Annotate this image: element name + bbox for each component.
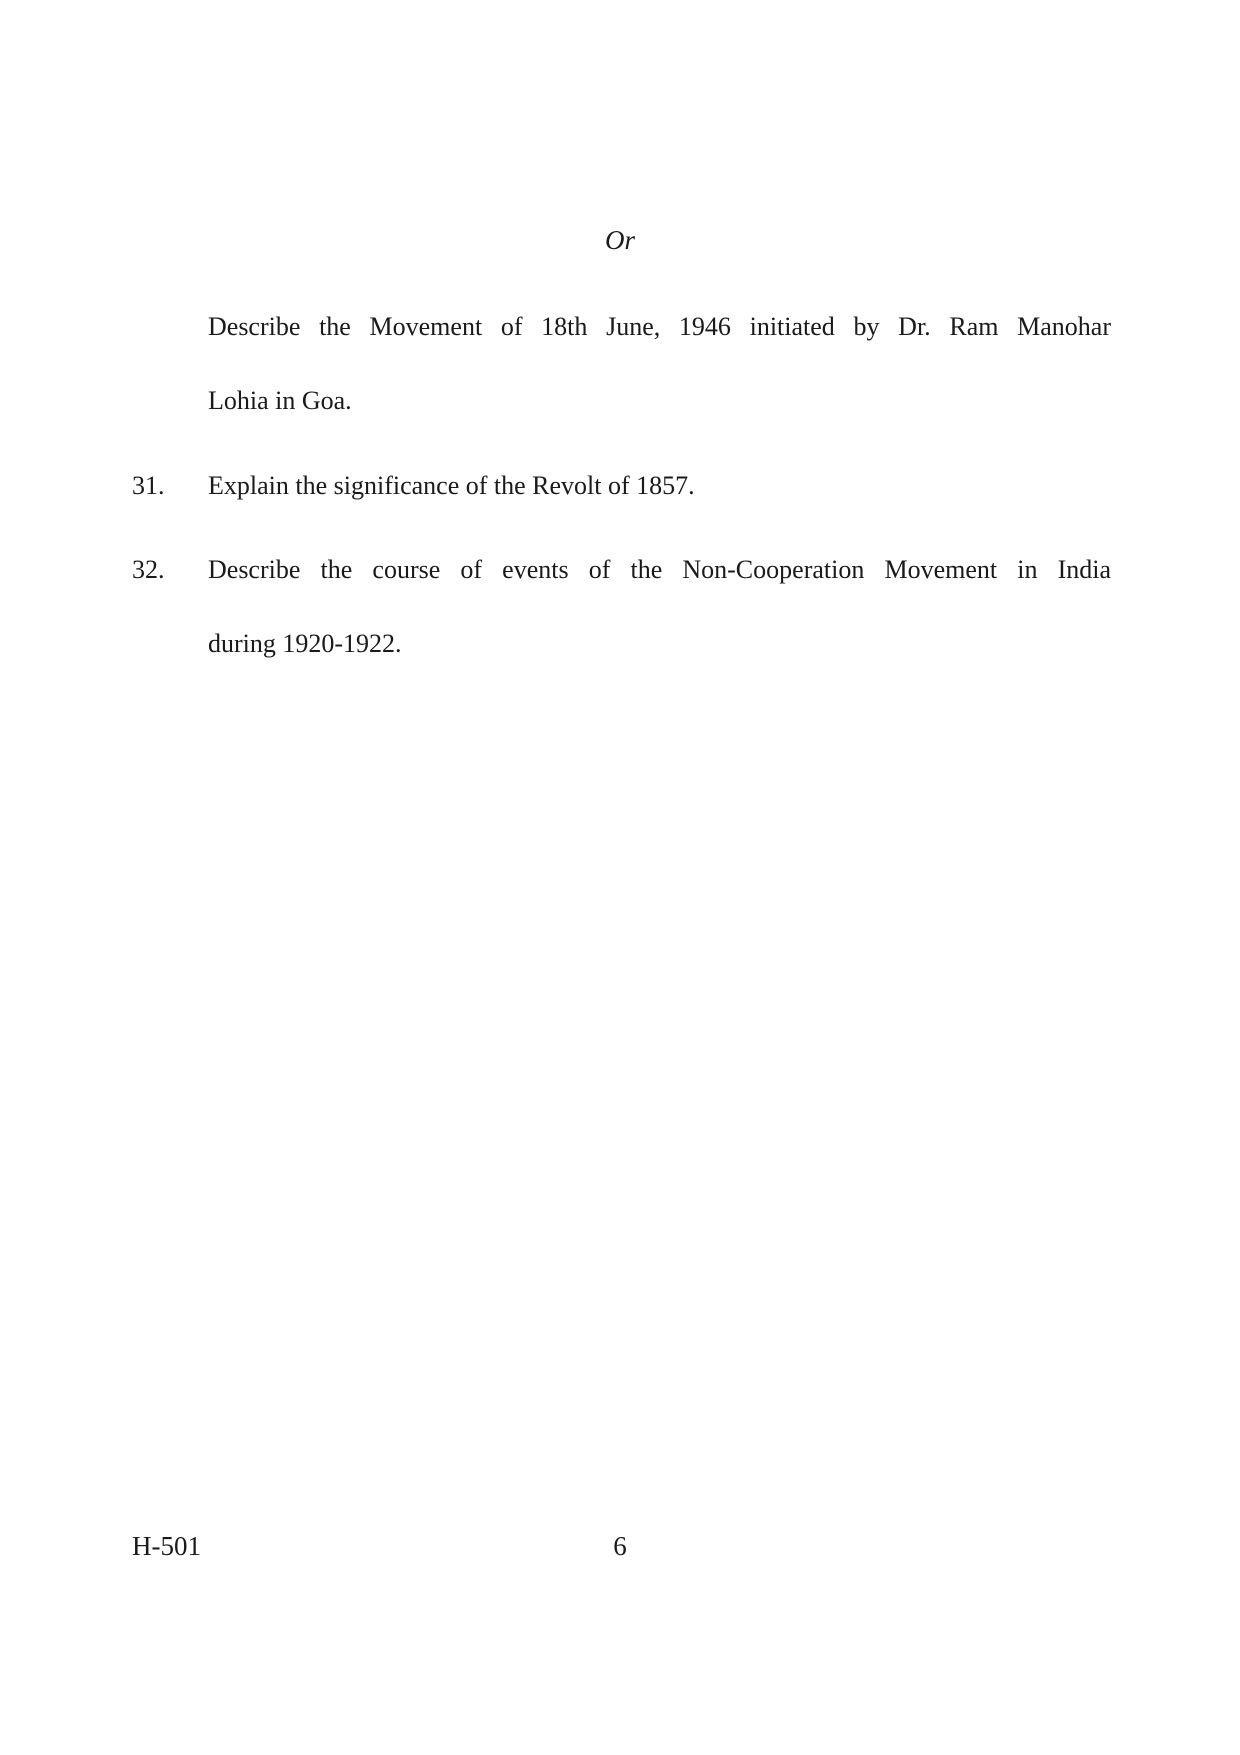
question-32-line-2: during 1920-1922. <box>208 629 402 658</box>
alternative-question <box>208 290 1111 438</box>
question-32 <box>208 533 1111 681</box>
or-divider: Or <box>604 225 635 255</box>
question-32-number: 32. <box>132 555 165 584</box>
alternative-question-line-2: Lohia in Goa. <box>208 386 352 415</box>
question-31-line-1: Explain the significance of the Revolt of 1857. <box>208 471 695 500</box>
alternative-question-line-1: Describe the Movement of 18th June, 1946 initiated by Dr. Ram Manohar <box>208 312 1111 341</box>
page-number: 6 <box>613 1531 627 1561</box>
question-31 <box>208 449 1111 523</box>
paper-code: H-501 <box>132 1531 201 1561</box>
question-31-number: 31. <box>132 471 165 500</box>
question-32-line-1: Describe the course of events of the Non-Cooperation Movement in India <box>208 555 1111 584</box>
